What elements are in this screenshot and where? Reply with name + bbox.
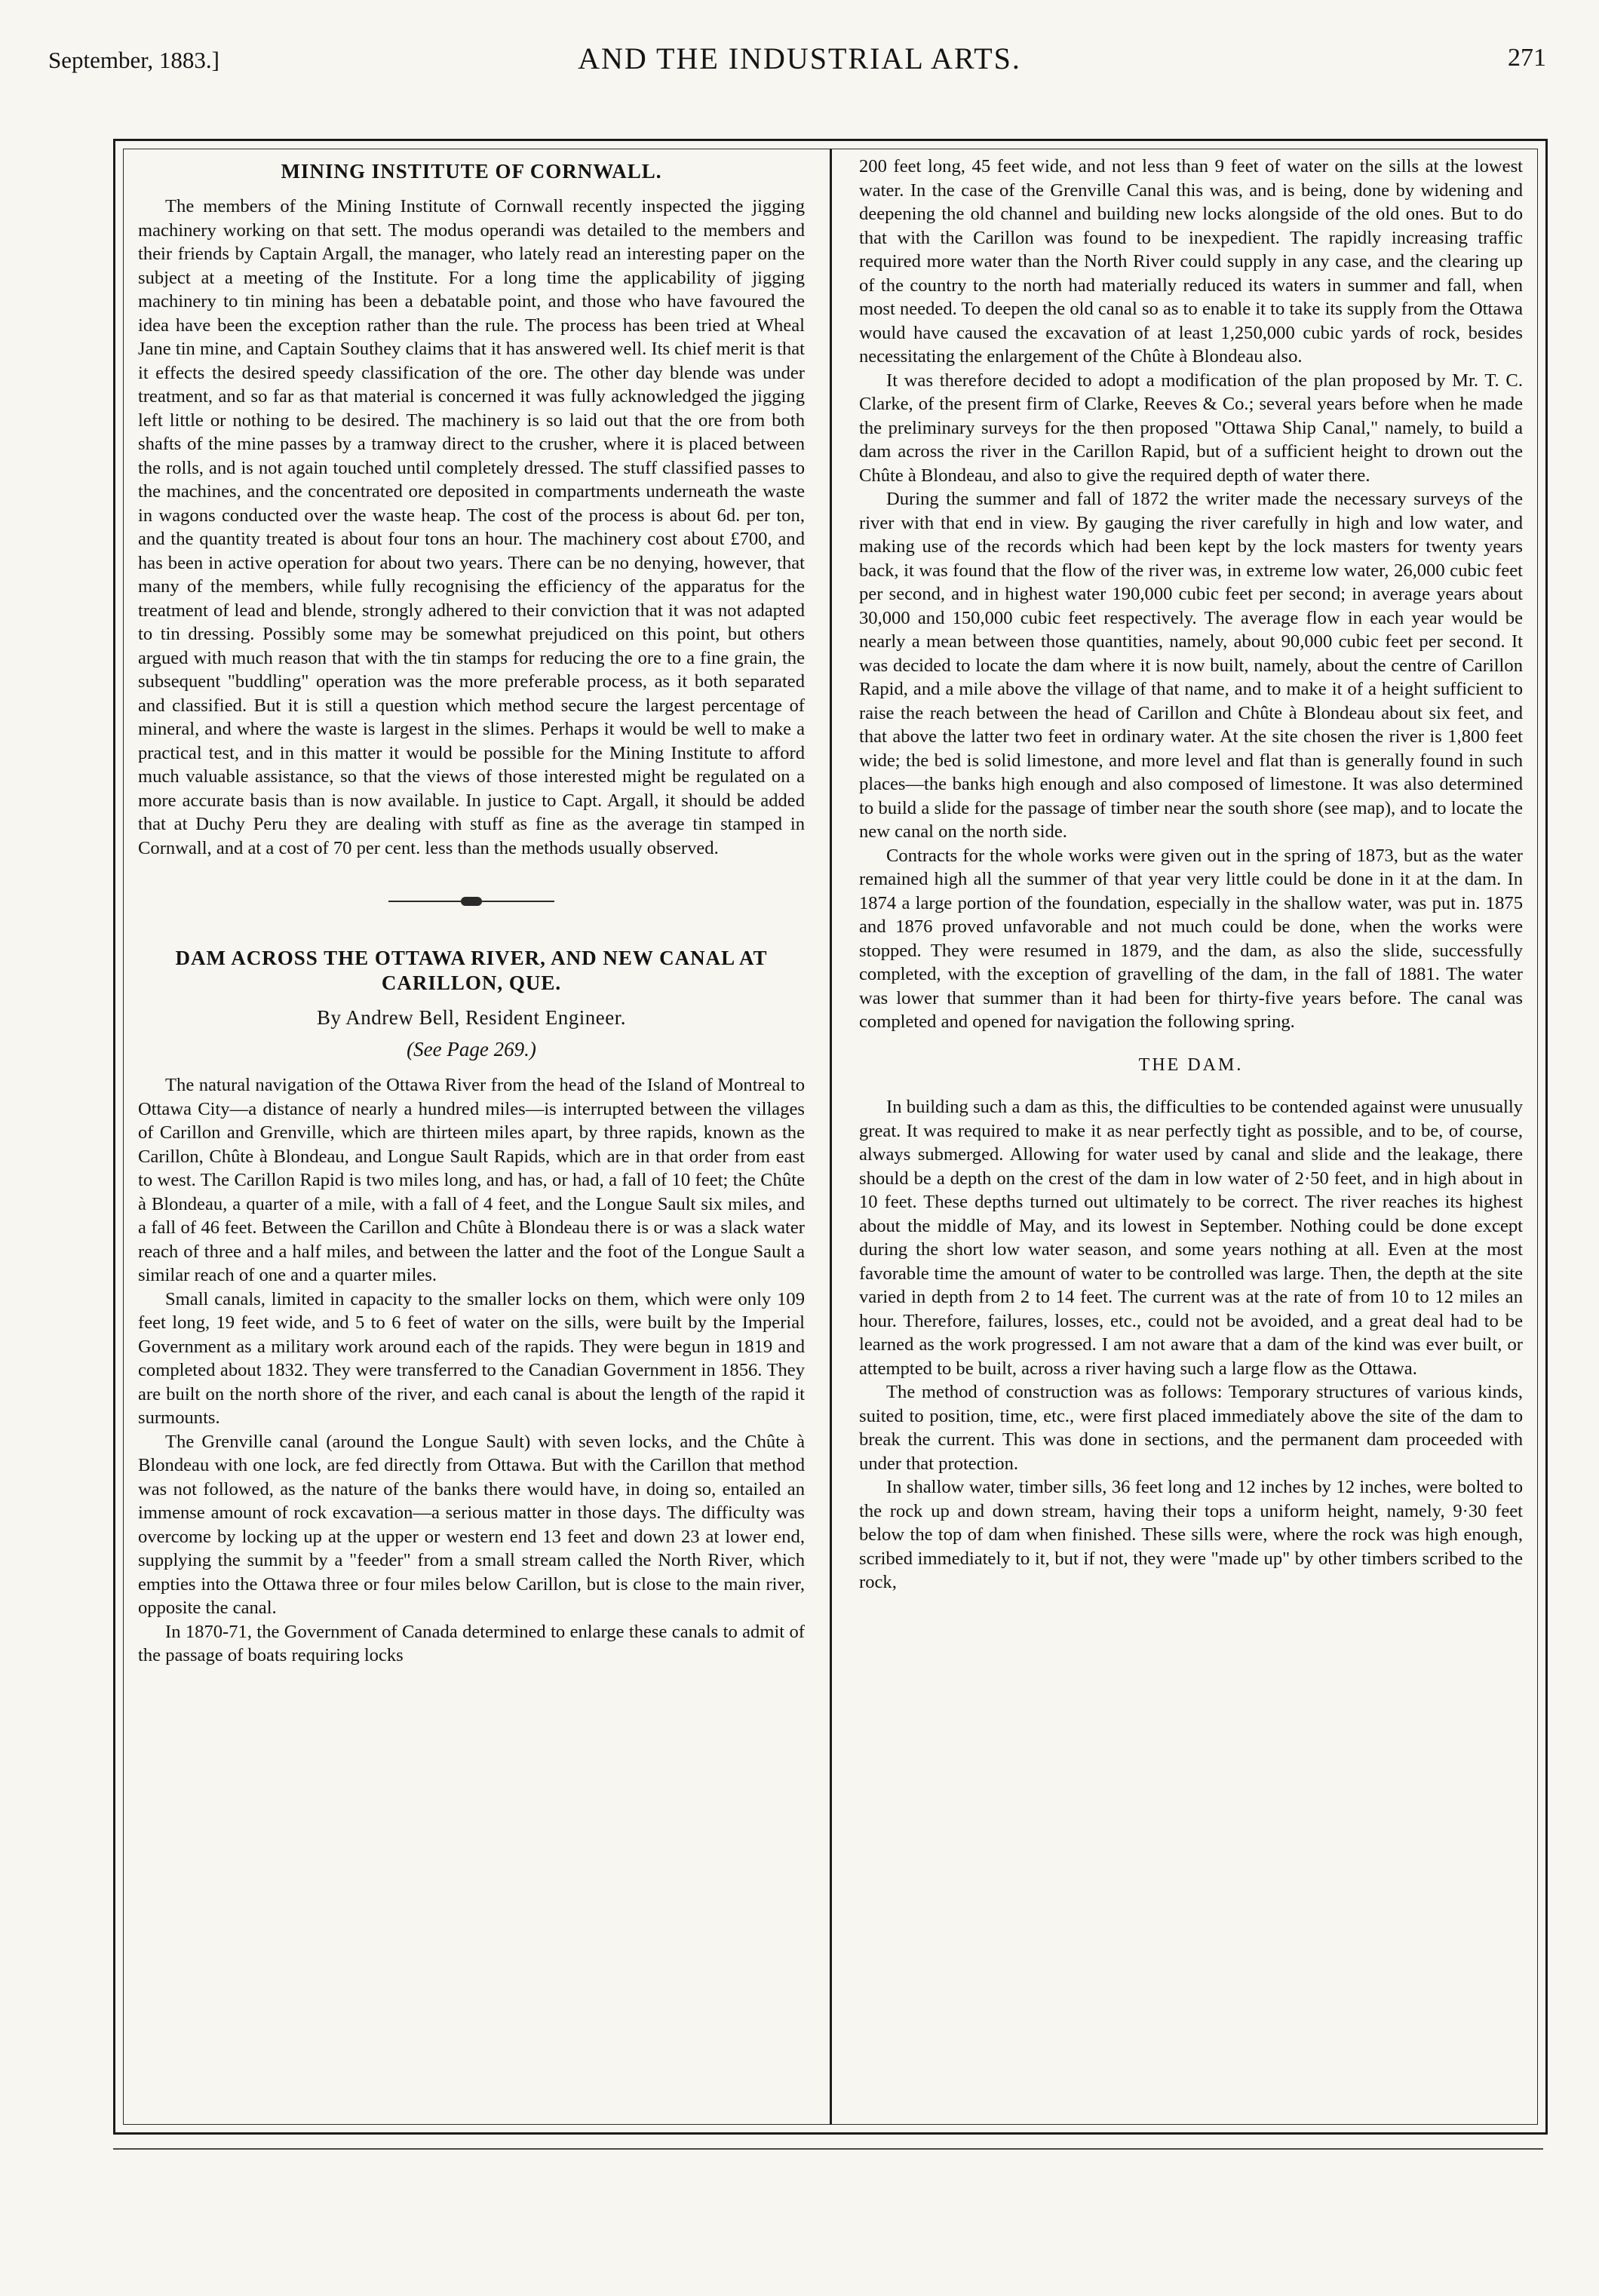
- journal-title: AND THE INDUSTRIAL ARTS.: [578, 41, 1021, 75]
- article-paragraph: The Grenville canal (around the Longue Sault) with seven locks, and the Chûte à Blondeau with one lock, are fed directly from Ottawa. But with the Carillon that method was not followed, as the nature of the banks there would have, in doing so, entailed an immense amount of rock excavation—a serious matter in those days. The difficulty was overcome by locking up at the upper or western end 13 feet and down 23 at lower end, supplying the summit by a "feeder" from a small stream called the North River, which empties into the Ottawa three or four miles below Carillon, but is close to the main river, opposite the canal.: [138, 1431, 805, 1618]
- article-paragraph: Contracts for the whole works were given out in the spring of 1873, but as the water remained high all the summer of that year very little could be done in it at the dam. In 1874 a large portion of the foundation, especially in the shallow water, was put in. 1875 and 1876 proved unfavorable and not much could be done, when the works were stopped. They were resumed in 1879, and the dam, as also the slide, successfully completed, with the exception of gravelling of the dam, in the fall of 1881. The water was lower that summer than it had been for thirty-five years before. The canal was completed and opened for navigation the following spring.: [859, 845, 1523, 1032]
- article-headline-dam: DAM ACROSS THE OTTAWA RIVER, AND NEW CANAL AT CARILLON, QUE.: [175, 947, 768, 994]
- article-paragraph: It was therefore decided to adopt a modification of the plan proposed by Mr. T. C. Clarke, of the present firm of Clarke, Reeves & Co.; several years before when he made the preliminary surveys for the then proposed "Ottawa Ship Canal," namely, to build a dam across the river in the Carillon Rapid, but of a sufficient height to drown out the Chûte à Blondeau, and also to give the required depth of water there.: [859, 370, 1523, 486]
- article-paragraph: During the summer and fall of 1872 the writer made the necessary surveys of the river with that end in view. By gauging the river carefully in high and low water, and making use of the records which had been kept by the lock masters for twenty years back, it was found that the flow of the river was, in extreme low water, 26,000 cubic feet per second, and in highest water 190,000 cubic feet per second; in average years about 30,000 and 150,000 cubic feet respectively. The average flow in each year would be nearly a mean between those quantities, namely, about 90,000 cubic feet per second. It was decided to locate the dam where it is now built, namely, about the centre of Carillon Rapid, and a mile above the village of that name, and to make it of a height sufficient to raise the reach between the head of Carillon and Chûte à Blondeau about six feet, and that above the latter two feet in ordinary water. At the site chosen the river is 1,800 feet wide; the bed is solid limestone, and more level and flat than is generally found in such places—the banks high enough and also composed of limestone. It was also determined to build a slide for the passage of timber near the south shore (see map), and to locate the new canal on the north side.: [859, 489, 1523, 842]
- bottom-rule: [113, 2148, 1543, 2150]
- article-paragraph: The method of construction was as follows: Temporary structures of various kinds, suited to position, time, etc., were first placed immediately above the site of the dam to break the current. This was done in sections, and the permanent dam proceeded with under that protection.: [859, 1382, 1523, 1474]
- article-paragraph: The members of the Mining Institute of Cornwall recently inspected the jigging machinery working on that sett. The modus operandi was detailed to the members and their friends by Captain Argall, the manager, who lately read an interesting paper on the subject at a meeting of the Institute. For a long time the applicability of jigging machinery to tin mining has been a debatable point, and those who have favoured the idea have been the exception rather than the rule. The process has been tried at Wheal Jane tin mine, and Captain Southey claims that it has answered well. Its chief merit is that it effects the desired speedy classification of the ore. The other day blende was under treatment, and so far as that material is concerned it was fully acknowledged the jigging left little or nothing to be desired. The machinery is so laid out that the ore from both shafts of the mine passes by a tramway direct to the crusher, where it is placed between the rolls, and is not again touched until completely dressed. The stuff classified passes to the machines, and the concentrated ore deposited in compartments underneath the waste in wagons conducted over the waste heap. The cost of the process is about 6d. per ton, and the quantity treated is about four tons an hour. The machinery cost about £700, and has been in active operation for about two years. There can be no denying, however, that many of the members, while fully recognising the efficiency of the apparatus for the treatment of lead and blende, strongly adhered to their conviction that it was not adapted to tin dressing. Possibly some may be somewhat prejudiced on this point, but others argued with much reason that with the tin stamps for reducing the ore to a fine grain, the subsequent "buddling" operation was the more preferable process, as it both separated and classified. But it is still a question which method secure the largest percentage of mineral, and where the waste is largest in the slimes. Perhaps it would be well to make a practical test, and in this matter it would be possible for the Mining Institute to afford much valuable assistance, so that the views of those interested might be regulated on a more accurate basis than is now available. In justice to Capt. Argall, it should be added that at Duchy Peru they are dealing with stuff as fine as the average tin stamped in Cornwall, and at a cost of 70 per cent. less than the methods usually observed.: [138, 196, 805, 858]
- article-headline-mining: MINING INSTITUTE OF CORNWALL.: [281, 160, 662, 183]
- byline: By Andrew Bell, Resident Engineer.: [317, 1006, 626, 1029]
- left-column: [138, 155, 805, 1668]
- issue-date: September, 1883.]: [48, 47, 219, 73]
- see-page-note: (See Page 269.): [407, 1037, 536, 1061]
- page-frame: [113, 139, 1548, 2135]
- column-divider: [830, 149, 832, 2125]
- page-number: 271: [1508, 44, 1546, 72]
- running-head: [0, 41, 1599, 101]
- article-paragraph: 200 feet long, 45 feet wide, and not less than 9 feet of water on the sills at the lowest water. In the case of the Grenville Canal this was, and is being, done by widening and deepening the old channel and building new locks alongside of the old ones. But to do that with the Carillon was found to be inexpedient. The rapidly increasing traffic required more water than the North River could supply in any case, and the clearing up of the country to the north had materially reduced its waters in summer and fall, when most needed. To deepen the old canal so as to enable it to take its supply from the Ottawa would have caused the excavation of at least 1,250,000 cubic yards of rock, besides necessitating the enlargement of the Chûte à Blondeau also.: [859, 156, 1523, 367]
- right-column: [859, 155, 1523, 1595]
- article-paragraph: In building such a dam as this, the difficulties to be contended against were unusually great. It was required to make it as near perfectly tight as possible, and to be, of course, always submerged. Allowing for water used by canal and slide and the leakage, there should be a depth on the crest of the dam in low water of 2·50 feet, and in high about in 10 feet. These depths turned out ultimately to be correct. The river reaches its highest about the middle of May, and its lowest in September. Nothing could be done except during the short low water season, and some years nothing at all. Even at the most favorable time the amount of water to be controlled was large. Then, the depth at the site varied in depth from 2 to 14 feet. The current was at the rate of from 10 to 12 miles an hour. Therefore, failures, losses, etc., could not be avoided, and a great deal had to be learned as the work progressed. I am not aware that a dam of the kind was ever built, or attempted to be built, across a river having such a large flow as the Ottawa.: [859, 1097, 1523, 1379]
- article-paragraph: Small canals, limited in capacity to the smaller locks on them, which were only 109 feet long, 19 feet wide, and 5 to 6 feet of water on the sills, were built by the Imperial Government as a military work around each of the rapids. They were begun in 1819 and completed about 1832. They were transferred to the Canadian Government in 1856. They are built on the north shore of the river, and each canal is about the length of the rapid it surmounts.: [138, 1288, 805, 1428]
- section-divider: [388, 896, 554, 907]
- article-paragraph: In 1870-71, the Government of Canada determined to enlarge these canals to admit of the passage of boats requiring locks: [138, 1621, 805, 1665]
- article-paragraph: The natural navigation of the Ottawa River from the head of the Island of Montreal to Ottawa City—a distance of nearly a hundred miles—is interrupted between the villages of Carillon and Grenville, which are thirteen miles apart, by three rapids, known as the Carillon, Chûte à Blondeau, and Longue Sault Rapids, which are in that order from east to west. The Carillon Rapid is two miles long, and has, or had, a fall of 10 feet; the Chûte à Blondeau, a quarter of a mile, with a fall of 4 feet, and the Longue Sault six miles, and a fall of 46 feet. Between the Carillon and Chûte à Blondeau there is or was a slack water reach of three and a half miles, and between the latter and the foot of the Longue Sault a similar reach of one and a quarter miles.: [138, 1075, 805, 1285]
- section-subhead: THE DAM.: [1138, 1054, 1244, 1075]
- article-paragraph: In shallow water, timber sills, 36 feet long and 12 inches by 12 inches, were bolted to the rock up and down stream, having their tops a uniform height, namely, 9·30 feet below the top of dam when finished. These sills were, where the rock was high enough, scribed immediately to it, but if not, they were "made up" by other timbers scribed to the rock,: [859, 1477, 1523, 1592]
